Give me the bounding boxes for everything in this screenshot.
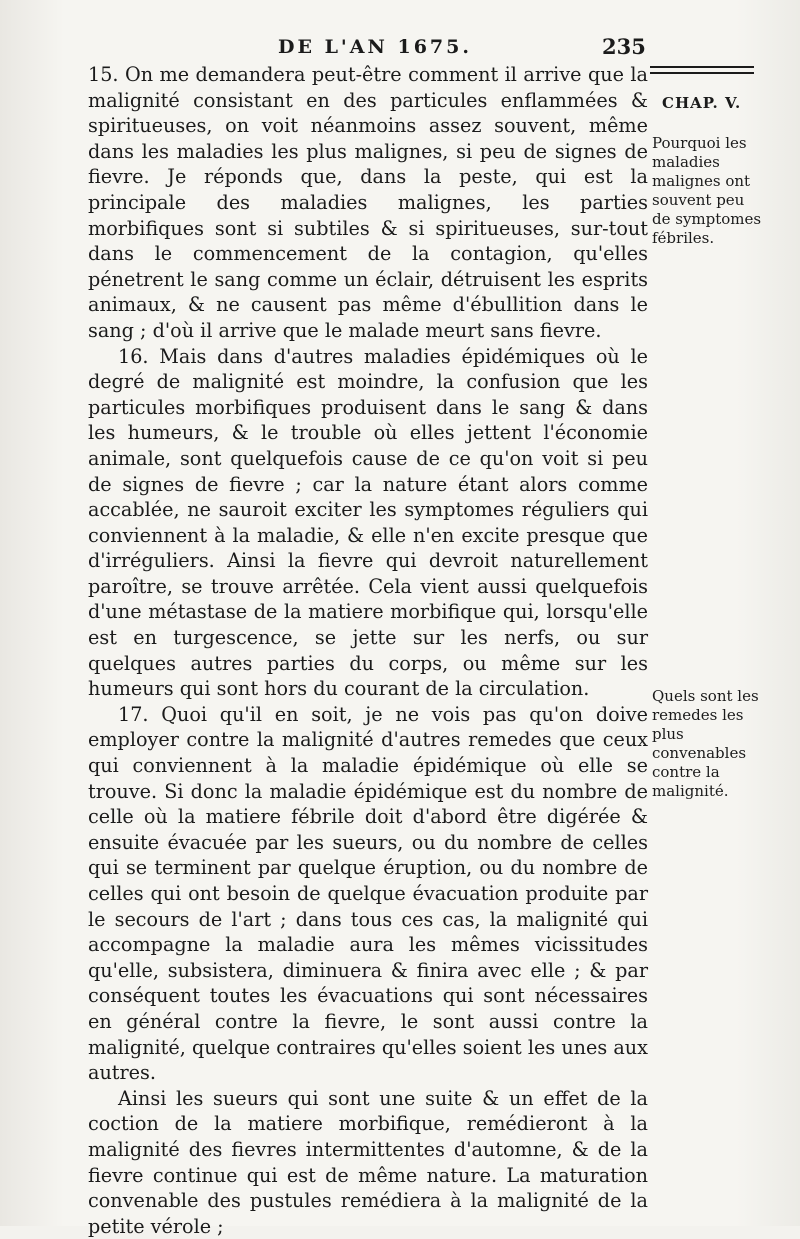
paragraph-16: 16. Mais dans d'autres maladies épidémiques où le degré de malignité est moindre, la confusion que les particules morbifiques produisent dans le sang & dans les humeurs, & le trouble où elles jettent l'économie animale, sont quelquefois cause de ce qu'on voit si peu de signes de fievre ; car la nature étant alors comme accablée, ne sauroit exciter les symptomes réguliers qui conviennent à la maladie, & elle n'en excite presque que d'irréguliers. Ainsi la fievre qui devroit naturellement paroître, se trouve arrêtée. Cela vient aussi quelquefois d'une métastase de la matiere morbifique qui, lorsqu'elle est en turgescence, se jette sur les nerfs, ou sur quelques autres parties du corps, ou même sur les humeurs qui sont hors du courant de la circulation. (88, 344, 648, 701)
margin-rule-bottom (650, 72, 754, 74)
page-header (0, 34, 800, 64)
main-text-column (88, 62, 648, 1239)
marginal-note-2: Quels sont les remedes les plus convenables contre la malignité. (652, 687, 759, 800)
marginal-note-1: Pourquoi les maladies malignes ont souvent peu de symptomes fébriles. (652, 134, 762, 247)
paragraph-17: 17. Quoi qu'il en soit, je ne vois pas qu'on doive employer contre la malignité d'autres remedes que ceux qui conviennent à la maladie épidémique où elle se trouve. Si donc la maladie épidémique est du nombre de celle où la matiere fébrile doit d'abord être digérée & ensuite évacuée par les sueurs, ou du nombre de celles qui se terminent par quelque éruption, ou du nombre de celles qui ont besoin de quelque évacuation produite par le secours de l'art ; dans tous ces cas, la malignité qui accompagne la maladie aura les mêmes vicissitudes qu'elle, subsistera, diminuera & finira avec elle ; & par conséquent toutes les évacuations qui sont nécessaires en général contre la fievre, le sont aussi contre la malignité, quelque contraires qu'elles soient les unes aux autres. (88, 702, 648, 1085)
chapter-label: CHAP. V. (662, 94, 742, 112)
running-title: DE L'AN 1675. (278, 36, 472, 58)
paragraph-ainsi: Ainsi les sueurs qui sont une suite & un effet de la coction de la matiere morbifique, remédieront à la malignité des fievres intermittentes d'automne, & de la fievre continue qui est de même nature. La maturation convenable des pustules remédiera à la malignité de la petite vérole ; (88, 1086, 648, 1238)
margin-rule-top (650, 66, 754, 68)
paragraph-15: 15. On me demandera peut-être comment il arrive que la malignité consistant en des particules enflammées & spiritueuses, on voit néanmoins assez souvent, même dans les maladies les plus malignes, si peu de signes de fievre. Je réponds que, dans la peste, qui est la principale des maladies malignes, les parties morbifiques sont si subtiles & si spiritueuses, sur-tout dans le commencement de la contagion, qu'elles pénetrent le sang comme un éclair, détruisent les esprits animaux, & ne causent pas même d'ébullition dans le sang ; d'où il arrive que le malade meurt sans fievre. (88, 63, 648, 342)
page-number: 235 (602, 34, 646, 59)
